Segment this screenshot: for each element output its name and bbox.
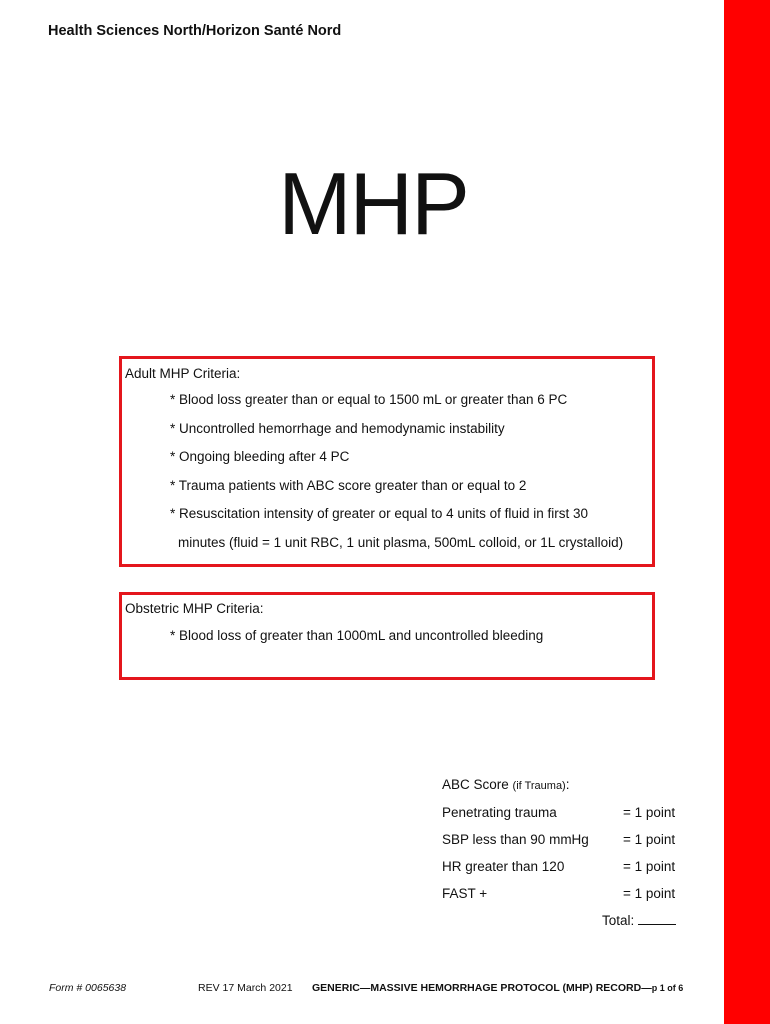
organization-name: Health Sciences North/Horizon Santé Nord (48, 23, 342, 39)
obstetric-criteria-heading: Obstetric MHP Criteria: (125, 601, 264, 616)
adult-criteria-heading: Adult MHP Criteria: (125, 366, 241, 381)
abc-score-total-label: Total: (602, 913, 635, 928)
form-title (312, 982, 683, 994)
page-number: p 1 of 6 (651, 983, 684, 993)
abc-score-heading-suffix: : (565, 777, 570, 792)
abc-score-criterion: SBP less than 90 mmHg (442, 832, 589, 847)
abc-score-criterion: Penetrating trauma (442, 805, 557, 820)
adult-criteria-item: * Uncontrolled hemorrhage and hemodynamic instability (170, 421, 505, 436)
abc-score-points: = 1 point (623, 805, 676, 820)
abc-score-points: = 1 point (623, 859, 676, 874)
form-title-text: GENERIC—MASSIVE HEMORRHAGE PROTOCOL (MHP) RECORD— (312, 982, 652, 994)
abc-score-total-blank[interactable] (638, 913, 676, 925)
abc-score-heading-text: ABC Score (442, 777, 509, 792)
abc-score-qualifier: (if Trauma) (512, 780, 566, 792)
adult-criteria-item: * Resuscitation intensity of greater or equal to 4 units of fluid in first 30 (170, 506, 588, 521)
abc-score-total (602, 913, 676, 928)
abc-score-heading (442, 777, 570, 792)
form-number: Form # 0065638 (49, 982, 127, 994)
obstetric-criteria-item: * Blood loss of greater than 1000mL and uncontrolled bleeding (170, 628, 544, 643)
abc-score-points: = 1 point (623, 832, 676, 847)
adult-criteria-item: * Ongoing bleeding after 4 PC (170, 449, 350, 464)
abc-score-points: = 1 point (623, 886, 676, 901)
adult-criteria-box (119, 356, 655, 567)
adult-criteria-item-continuation: minutes (fluid = 1 unit RBC, 1 unit plasma, 500mL colloid, or 1L crystalloid) (178, 535, 624, 550)
adult-criteria-item: * Blood loss greater than or equal to 1500 mL or greater than 6 PC (170, 392, 568, 407)
abc-score-criterion: HR greater than 120 (442, 859, 565, 874)
revision-date: REV 17 March 2021 (198, 982, 293, 994)
abc-score-criterion: FAST + (442, 886, 488, 901)
obstetric-criteria-box (119, 592, 655, 680)
adult-criteria-item: * Trauma patients with ABC score greater than or equal to 2 (170, 478, 527, 493)
document-title: MHP (278, 154, 468, 253)
